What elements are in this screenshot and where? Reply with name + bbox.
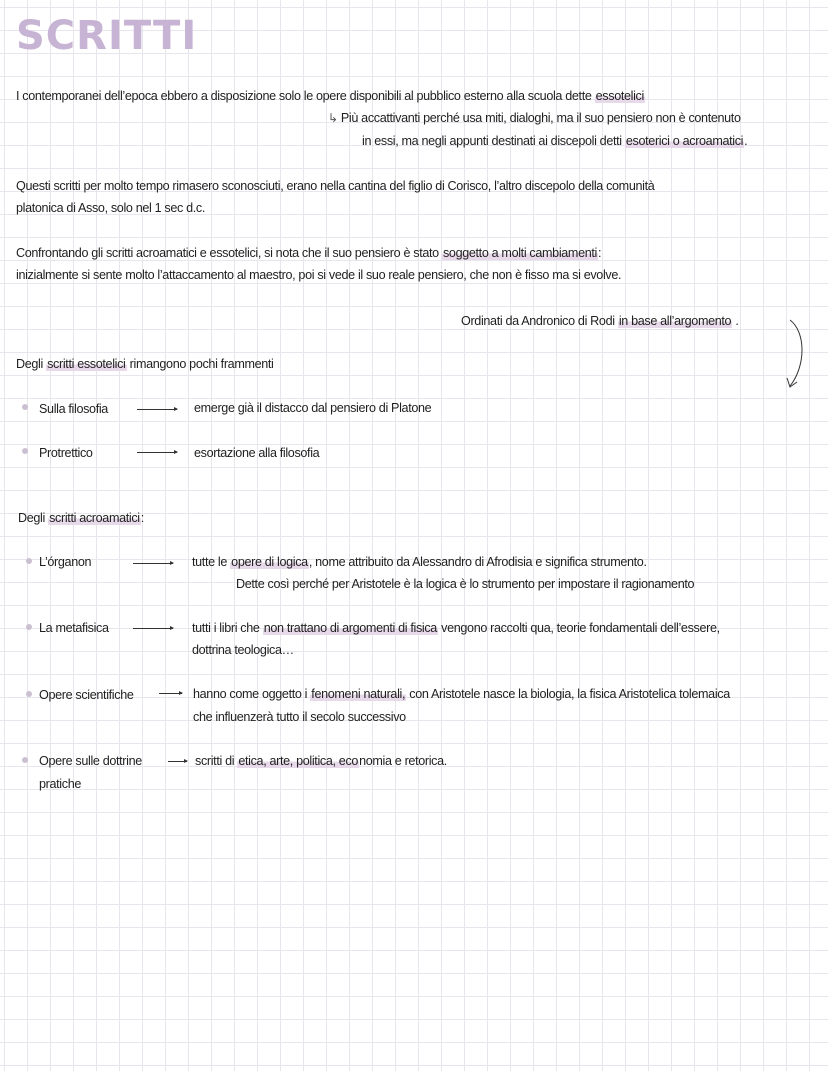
metafisica-line-1 [192, 617, 720, 640]
highlight-opere-logica: opere di logica [231, 555, 308, 569]
para2-line-2: platonica di Asso, solo nel 1 sec d.c. [16, 201, 206, 215]
ordered-note [461, 310, 739, 333]
item-name-pratiche-1: Opere sulle dottrine [39, 754, 142, 768]
organon-pre: tutte le [192, 555, 228, 569]
essotelici-heading-pre: Degli [16, 357, 43, 371]
highlight-argomento: in base all’argomento [618, 314, 732, 328]
arrow-right-icon [137, 452, 177, 453]
bullet-icon [22, 404, 28, 410]
para3-line-1 [16, 242, 601, 265]
bullet-icon [26, 624, 32, 630]
highlight-esoterici: esoterici o acroamatici [625, 134, 744, 148]
scientifiche-line-2: che influenzerà tutto il secolo successivo [193, 710, 406, 724]
page-title: SCRITTI [16, 13, 198, 59]
highlight-etica: etica, arte, politica, eco [238, 754, 359, 768]
organon-line-1 [192, 551, 647, 574]
pratiche-post: nomia e retorica. [359, 754, 447, 768]
acroamatici-heading [18, 507, 144, 530]
intro-line-3-text: in essi, ma negli appunti destinati ai discepoli detti [362, 134, 622, 148]
arrow-right-icon [133, 628, 173, 629]
pratiche-line-1 [195, 750, 447, 773]
intro-line-2 [328, 107, 741, 130]
metafisica-post: vengono raccolti qua, teorie fondamentali dell’essere, [441, 621, 720, 635]
bullet-icon [22, 448, 28, 454]
pratiche-pre: scritti di [195, 754, 235, 768]
intro-line-3-end: . [744, 134, 748, 148]
scientifiche-line-1 [193, 683, 730, 706]
intro-line-1-text: I contemporanei dell’epoca ebbero a disposizione solo le opere disponibili al pubblico esterno alla scuola dette [16, 89, 592, 103]
intro-line-1 [16, 85, 645, 108]
highlight-cambiamenti: soggetto a molti cambiamenti [442, 246, 597, 260]
highlight-non-fisica: non trattano di argomenti di fisica [263, 621, 437, 635]
arrow-right-icon [159, 693, 182, 694]
intro-line-2-text: Più accattivanti perché usa miti, dialoghi, ma il suo pensiero non è contenuto [340, 111, 741, 125]
highlight-scritti-essotelici: scritti essotelici [47, 357, 126, 371]
highlight-essotelici: essotelici [595, 89, 644, 103]
ordered-end: . [732, 314, 739, 328]
intro-line-3 [362, 130, 747, 153]
para3-line-1-end: : [597, 246, 602, 260]
curved-arrow-icon [780, 318, 810, 392]
bullet-icon [22, 757, 28, 763]
acroamatici-heading-post: : [140, 511, 144, 525]
bullet-icon [26, 558, 32, 564]
essotelici-heading-post: rimangono pochi frammenti [129, 357, 274, 371]
item-desc-sulla-filosofia: emerge già il distacco dal pensiero di Platone [194, 401, 432, 415]
ordered-text: Ordinati da Andronico di Rodi [461, 314, 615, 328]
item-name-scientifiche: Opere scientifiche [39, 688, 134, 702]
arrow-right-icon [168, 761, 187, 762]
organon-line-2: Dette così perché per Aristotele è la logica è lo strumento per impostare il ragionamento [236, 577, 695, 591]
acroamatici-heading-pre: Degli [18, 511, 45, 525]
highlight-fenomeni: fenomeni naturali, [311, 687, 406, 701]
item-name-sulla-filosofia: Sulla filosofia [39, 402, 108, 416]
para3-line-2: inizialmente si sente molto l’attaccamento al maestro, poi si vede il suo reale pensiero, che non è fisso ma si evolve. [16, 268, 622, 282]
item-desc-protrettico: esortazione alla filosofia [194, 446, 320, 460]
metafisica-pre: tutti i libri che [192, 621, 260, 635]
hook-arrow-icon: ↳ [328, 111, 338, 125]
scientifiche-pre: hanno come oggetto i [193, 687, 308, 701]
item-name-organon: L’órganon [39, 555, 92, 569]
bullet-icon [26, 691, 32, 697]
metafisica-line-2: dottrina teologica… [192, 643, 294, 657]
item-name-pratiche-2: pratiche [39, 777, 82, 791]
para3-line-1-text: Confrontando gli scritti acroamatici e essotelici, si nota che il suo pensiero è stato [16, 246, 439, 260]
organon-post: , nome attribuito da Alessandro di Afrodisia e significa strumento. [308, 555, 647, 569]
scientifiche-post: con Aristotele nasce la biologia, la fisica Aristotelica tolemaica [409, 687, 730, 701]
item-name-metafisica: La metafisica [39, 621, 109, 635]
arrow-right-icon [137, 409, 177, 410]
para2-line-1: Questi scritti per molto tempo rimasero sconosciuti, erano nella cantina del figlio di Corisco, l’altro discepolo della comunità [16, 179, 655, 193]
highlight-scritti-acroamatici: scritti acroamatici [49, 511, 140, 525]
essotelici-heading [16, 353, 274, 376]
item-name-protrettico: Protrettico [39, 446, 93, 460]
arrow-right-icon [133, 563, 173, 564]
